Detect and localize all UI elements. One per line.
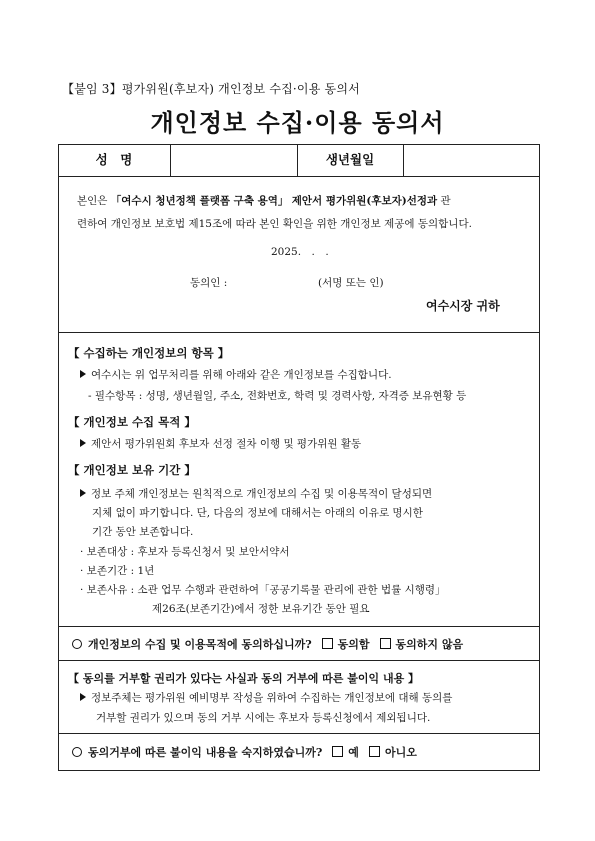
purpose-text: 제안서 평가위원회 후보자 선정 절차 이행 및 평가위원 활동: [91, 438, 362, 450]
checkbox-no[interactable]: [369, 746, 380, 757]
attachment-label: 【붙임 3】평가위원(후보자) 개인정보 수집·이용 동의서: [62, 82, 360, 96]
refusal-text: 정보주체는 평가위원 예비명부 작성을 위하여 수집하는 개인정보에 대해 동의를: [91, 692, 453, 704]
consent-line-1: [77, 193, 451, 208]
retention-reason-2: 제26조(보존기간)에서 정한 보유기간 동안 필요: [152, 603, 370, 615]
checkbox-agree[interactable]: [322, 638, 333, 649]
divider: [58, 176, 540, 177]
name-label: 성 명: [95, 152, 133, 167]
consent-text: 관: [440, 195, 451, 207]
section-heading-purpose: 【 개인정보 수집 목적 】: [68, 415, 196, 429]
retention-line-2: 지체 없이 파기합니다. 단, 다음의 정보에 대해서는 아래의 이유로 명시한: [92, 507, 423, 519]
retention-reason-1: · 보존사유 : 소관 업무 수행과 관련하여「공공기록물 관리에 관한 법률 시행령」: [80, 584, 446, 596]
retention-line-3: 기간 동안 보존합니다.: [92, 526, 194, 538]
divider: [58, 626, 540, 627]
consent-question: 개인정보의 수집 및 이용목적에 동의하십니까?: [88, 638, 312, 651]
page-title: 개인정보 수집·이용 동의서: [150, 108, 445, 137]
yes-label: 예: [348, 746, 359, 759]
no-label: 아니오: [384, 746, 417, 759]
checkbox-disagree[interactable]: [380, 638, 391, 649]
items-text: 여수시는 위 업무처리를 위해 아래와 같은 개인정보를 수집합니다.: [91, 369, 392, 381]
signature-hint: (서명 또는 인): [318, 277, 384, 289]
items-line-2: - 필수항목 : 성명, 생년월일, 주소, 전화번호, 학력 및 경력사항, 자격증 보유현황 등: [88, 390, 467, 402]
agree-label: 동의함: [337, 638, 370, 651]
acknowledge-question-row: [72, 744, 417, 760]
purpose-line-1: [80, 436, 361, 451]
triangle-bullet-icon: [80, 693, 86, 701]
consent-line-2: 련하여 개인정보 보호법 제15조에 따라 본인 확인을 위한 개인정보 제공에 동의합니다.: [77, 218, 472, 230]
circle-bullet-icon: [72, 639, 82, 649]
project-name: 「여수시 청년정책 플랫폼 구축 용역」: [110, 195, 289, 207]
birthdate-label: 생년월일: [325, 152, 375, 167]
refusal-line-1: [80, 690, 452, 705]
retention-period: · 보존기간 : 1년: [80, 565, 155, 577]
divider: [58, 733, 540, 734]
refusal-line-2: 거부할 권리가 있으며 동의 거부 시에는 후보자 등록신청에서 제외됩니다.: [96, 712, 431, 724]
triangle-bullet-icon: [80, 439, 86, 447]
divider: [58, 332, 540, 333]
retention-target: · 보존대상 : 후보자 등록신청서 및 보안서약서: [80, 546, 290, 558]
name-field[interactable]: [170, 144, 297, 176]
addressee: 여수시장 귀하: [426, 299, 500, 313]
retention-line-1: [80, 486, 432, 501]
section-heading-retention: 【 개인정보 보유 기간 】: [68, 463, 196, 477]
signer-label: 동의인 :: [190, 277, 228, 289]
disagree-label: 동의하지 않음: [395, 638, 464, 651]
checkbox-yes[interactable]: [332, 746, 343, 757]
triangle-bullet-icon: [80, 370, 86, 378]
retention-text: 정보 주체 개인정보는 원칙적으로 개인정보의 수집 및 이용목적이 달성되면: [91, 488, 433, 500]
consent-text: 제안서 평가위원(후보자)선정과: [291, 195, 438, 207]
triangle-bullet-icon: [80, 489, 86, 497]
birthdate-field[interactable]: [403, 144, 540, 176]
section-heading-items: 【 수집하는 개인정보의 항목 】: [68, 346, 230, 360]
circle-bullet-icon: [72, 747, 82, 757]
acknowledge-question: 동의거부에 따른 불이익 내용을 숙지하였습니까?: [88, 746, 323, 759]
section-heading-refusal: 【 동의를 거부할 권리가 있다는 사실과 동의 거부에 따른 불이익 내용 】: [68, 672, 420, 685]
consent-text: 본인은: [77, 195, 108, 207]
consent-question-row: [72, 636, 463, 652]
divider: [58, 660, 540, 661]
date-field: 2025. . .: [271, 246, 329, 258]
items-line-1: [80, 367, 392, 382]
